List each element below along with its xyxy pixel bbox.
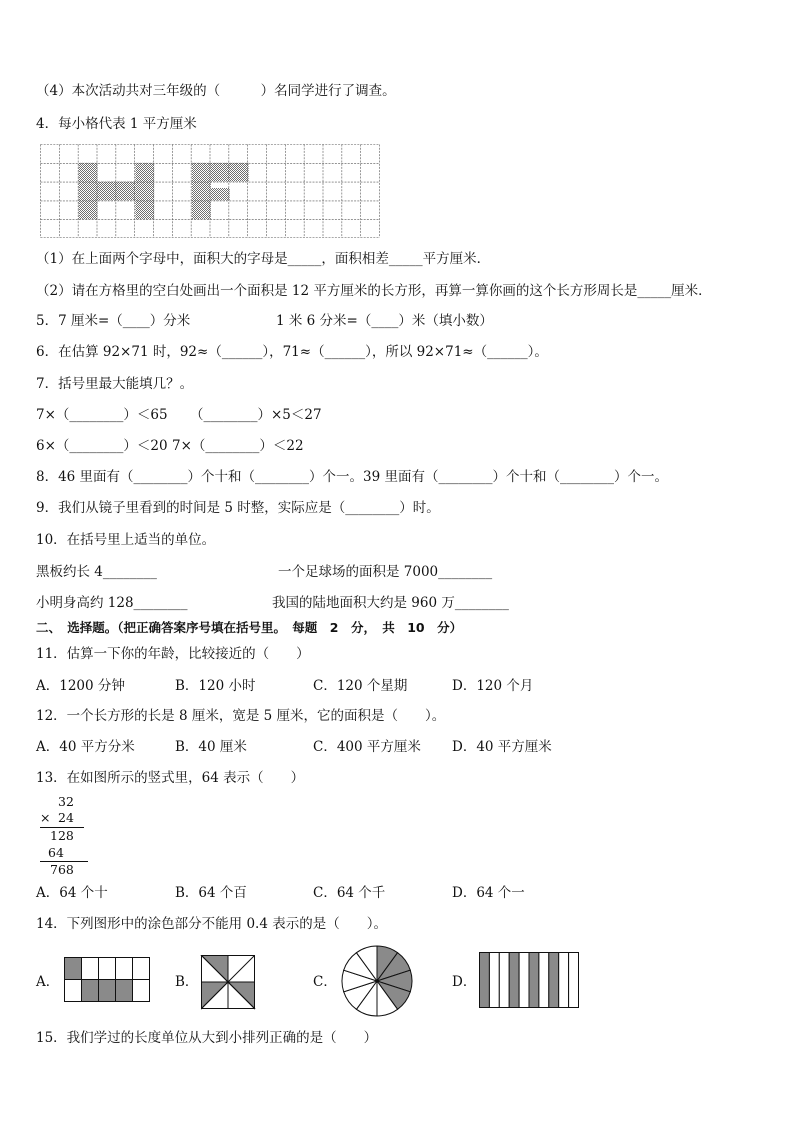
q12-option-a: A．40 平方分米 [36, 739, 135, 755]
q5-part-b: 1 米 6 分米=（____）米（填小数） [276, 313, 493, 329]
q11-option-b: B．120 小时 [175, 678, 256, 694]
q12-option-d: D．40 平方厘米 [452, 739, 552, 755]
q4-grid-figure [40, 144, 380, 238]
q3-part4: （4）本次活动共对三年级的（ ）名同学进行了调查。 [36, 83, 396, 99]
q12-option-b: B．40 厘米 [175, 739, 247, 755]
q4-part1: （1）在上面两个字母中，面积大的字母是_____，面积相差_____平方厘米． [36, 251, 491, 267]
q15: 15．我们学过的长度单位从大到小排列正确的是（ ） [36, 1030, 378, 1046]
letter-h-shape [79, 163, 155, 219]
q11-option-c: C．120 个星期 [313, 678, 408, 694]
q14: 14．下列图形中的涂色部分不能用 0.4 表示的是（ ）。 [36, 916, 387, 932]
bar-strip [499, 953, 509, 1008]
q13-option-c: C．64 个千 [313, 885, 386, 901]
q4-part2: （2）请在方格里的空白处画出一个面积是 12 平方厘米的长方形，再算一算你画的这个长方形周长是_____厘米． [36, 283, 712, 299]
q11: 11．估算一下你的年龄，比较接近的（ ） [36, 646, 310, 662]
bar-strip [559, 953, 569, 1008]
q10-title: 10．在括号里上适当的单位。 [36, 532, 216, 548]
q14-figure-b [201, 955, 255, 1009]
q9: 9．我们从镜子里看到的时间是 5 时整，实际应是（________）时。 [36, 500, 440, 516]
bar-strip [509, 953, 519, 1008]
calc-bottom: 24 [58, 810, 74, 825]
bar-strip [549, 953, 559, 1008]
q7-title: 7．括号里最大能填几？。 [36, 376, 194, 392]
q11-option-d: D．120 个月 [452, 678, 534, 694]
q14-label-c: C． [313, 974, 337, 990]
q7-b: （________）×5＜27 [190, 407, 322, 423]
q13: 13．在如图所示的竖式里，64 表示（ ） [36, 770, 305, 786]
q8: 8．46 里面有（________）个十和（________）个一。39 里面有（________）个十和（________）个一。 [36, 469, 669, 485]
q14-figure-a [64, 957, 150, 1003]
bar-strip [480, 953, 490, 1008]
bar-strip [489, 953, 499, 1008]
q10-d: 我国的陆地面积大约是 960 万________ [272, 595, 509, 611]
q14-label-d: D． [452, 974, 477, 990]
q12-option-c: C．400 平方厘米 [313, 739, 421, 755]
q12: 12．一个长方形的长是 8 厘米，宽是 5 厘米，它的面积是（ ）。 [36, 708, 446, 724]
section-2-heading: 二、 选择题。（把正确答案序号填在括号里。 每题 2 分， 共 10 分） [36, 620, 463, 635]
bar-strip [539, 953, 549, 1008]
q14-label-a: A． [36, 974, 60, 990]
q13-option-d: D．64 个一 [452, 885, 525, 901]
bar-strip [529, 953, 539, 1008]
q4-title: 4．每小格代表 1 平方厘米 [36, 116, 197, 132]
vertical-multiplication [36, 794, 96, 880]
q10-a: 黑板约长 4________ [36, 564, 157, 580]
calc-operator: × [40, 810, 51, 825]
q7-a: 7×（________）＜65 [36, 407, 168, 423]
q6: 6．在估算 92×71 时，92≈（______），71≈（______），所以 92×71≈（______）。 [36, 344, 548, 360]
q14-label-b: B． [175, 974, 199, 990]
q14-figure-c [341, 945, 413, 1017]
q11-option-a: A．1200 分钟 [36, 678, 125, 694]
q10-c: 小明身高约 128________ [36, 595, 188, 611]
calc-partial-2: 64 [48, 845, 64, 860]
letter-f-shape [192, 163, 249, 219]
q13-option-b: B．64 个百 [175, 885, 247, 901]
calc-result: 768 [50, 862, 74, 877]
q10-b: 一个足球场的面积是 7000________ [278, 564, 493, 580]
bar-strip [569, 953, 579, 1008]
q5-part-a: 5．7 厘米=（____）分米 [36, 313, 191, 329]
q13-option-a: A．64 个十 [36, 885, 108, 901]
bar-strip [519, 953, 529, 1008]
q7-d: 7×（________）＜22 [172, 438, 304, 454]
calc-top: 32 [58, 794, 74, 809]
q7-c: 6×（________）＜20 [36, 438, 168, 454]
calc-partial-1: 128 [50, 828, 74, 843]
q14-figure-d [479, 952, 579, 1008]
